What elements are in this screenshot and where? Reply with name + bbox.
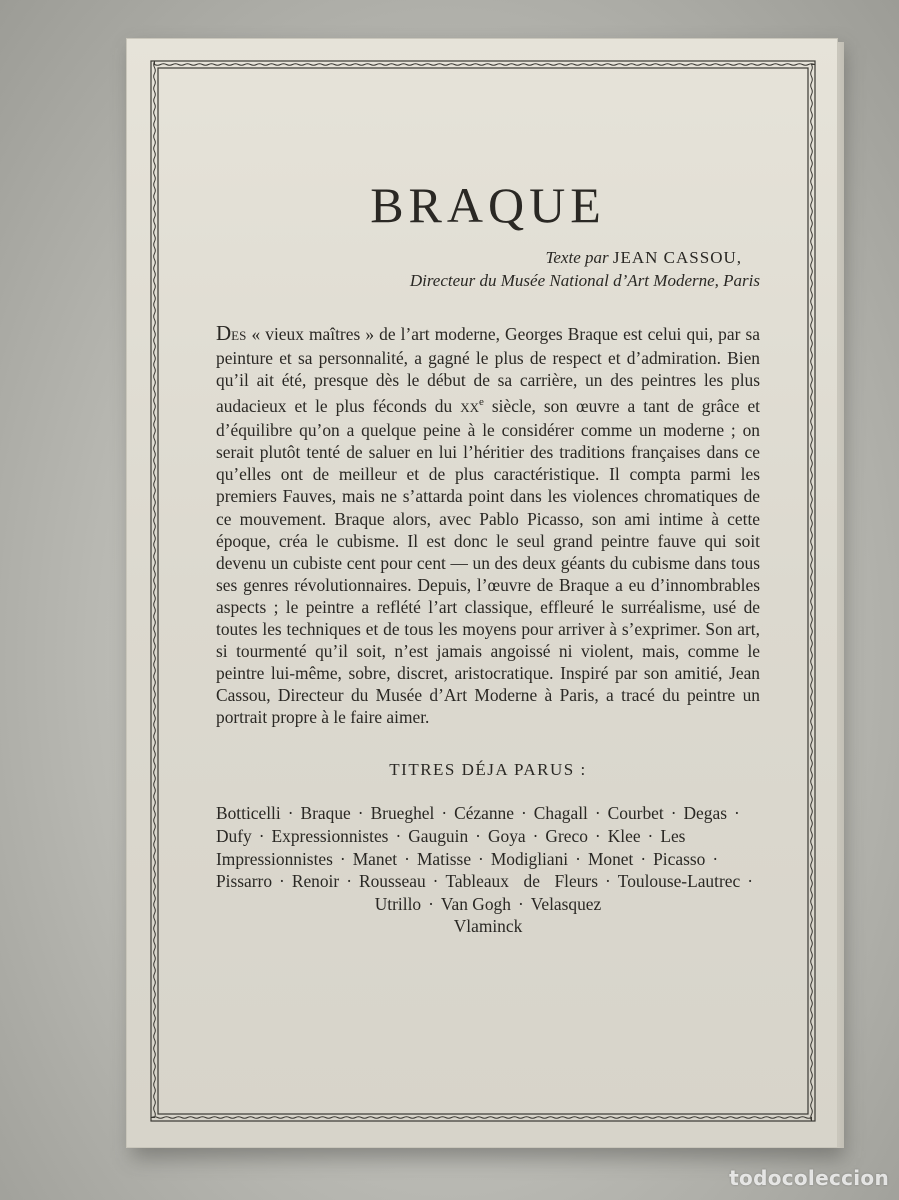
title-separator: · [357, 803, 364, 824]
title-separator: · [395, 826, 402, 847]
title-separator: · [404, 848, 410, 869]
title-separator: · [279, 871, 285, 892]
drop-cap: D [216, 321, 232, 345]
title-item: Velasquez [530, 893, 602, 914]
title-separator: · [594, 826, 601, 847]
title-separator: · [287, 803, 294, 824]
title-item: Matisse [416, 848, 472, 869]
title-separator: · [605, 871, 611, 892]
title-separator: · [712, 848, 719, 869]
title-separator: · [258, 826, 265, 847]
title-separator: · [478, 848, 484, 869]
title-separator: · [575, 848, 581, 869]
title-item: Cézanne [454, 803, 514, 824]
title-item: Gauguin [408, 826, 469, 847]
cover-text [150, 60, 816, 1122]
title-item: Picasso [653, 848, 706, 869]
author-name: JEAN CASSOU, [612, 248, 742, 267]
title-separator: · [594, 803, 601, 824]
title-item: Goya [487, 826, 526, 847]
title-separator: · [532, 826, 539, 847]
century-superscript: e [478, 396, 484, 409]
title-item: Courbet [607, 803, 664, 824]
century-numeral: XX [460, 400, 479, 416]
title-item: Botticelli [216, 803, 281, 824]
title-item: Toulouse-Lautrec [617, 871, 741, 892]
title-item: Van Gogh [440, 893, 511, 914]
title-separator: · [747, 871, 753, 892]
title-item: Modigliani [490, 848, 569, 869]
title-separator: · [517, 893, 524, 914]
title-item: Les Impressionnistes [216, 826, 686, 869]
title-separator: · [520, 803, 527, 824]
title-item: Monet [587, 848, 634, 869]
book-title: BRAQUE [370, 177, 606, 233]
title-item: Pissarro [216, 871, 273, 892]
title-separator: · [640, 848, 647, 869]
title-separator: · [670, 803, 677, 824]
blurb-paragraph [216, 322, 760, 728]
subtitle-prefix: Texte par [545, 248, 609, 267]
blurb-intro: « vieux maîtres » de l’art moderne, Georges Braque est celui qui, par sa peinture et sa personnalité, a gagné le plus de respect et d’admiration. Bien qu’il ait été, presque dès le début de sa carrière, un des peintres les plus audacieux et le plus féconds du [216, 324, 760, 417]
title-item: Brueghel [370, 803, 435, 824]
title-item: Braque [300, 803, 351, 824]
title-item: Renoir [291, 871, 340, 892]
title-item: Utrillo [374, 893, 422, 914]
title-separator: · [432, 871, 439, 892]
title-item: Klee [607, 826, 641, 847]
watermark: todocoleccion [729, 1166, 889, 1190]
author-credit [216, 246, 760, 292]
title-separator: · [441, 803, 448, 824]
author-role: Directeur du Musée National d’Art Moderne, Paris [409, 271, 760, 290]
title-item: Manet [352, 848, 398, 869]
title-separator: · [428, 893, 434, 914]
title-item: Rousseau [358, 871, 426, 892]
title-item: Degas [683, 803, 727, 824]
title-item: Expressionnistes [271, 826, 389, 847]
title-separator: · [733, 803, 740, 824]
title-item: Vlaminck [453, 916, 523, 937]
titles-list [216, 802, 760, 938]
title-separator: · [475, 826, 481, 847]
title-item: Chagall [533, 803, 588, 824]
small-caps: ES [231, 328, 247, 343]
title-separator: · [339, 848, 346, 869]
title-separator: · [346, 871, 352, 892]
title-item: Tableaux de Fleurs [445, 871, 598, 892]
titles-heading: TITRES DÉJA PARUS : [389, 760, 587, 780]
blurb-rest: siècle, son œuvre a tant de grâce et d’équilibre qu’on a quelque peine à le considérer comme un moderne ; on serait plutôt tenté de saluer en lui l’héritier des traditions françaises dans ce qu’elles ont de meilleur et de plus caractéristique. Il compta parmi les premiers Fauves, mais ne s’attarda point dans les violences chromatiques de ce mouvement. Braque alors, avec Pablo Picasso, son ami intime à cette époque, créa le cubisme. Il est donc le seul grand peintre fauve qui soit devenu un cubiste cent pour cent — un des deux géants du cubisme dans tous ses genres révolutionnaires. Depuis, l’œuvre de Braque a eu d’innombrables aspects ; le peintre a reflété l’art classique, effleuré le surréalisme, usé de toutes les techniques et de tous les moyens pour arriver à s’exprimer. Son art, si tourmenté qu’il soit, n’est jamais angoissé ni violent, mais, comme le peintre lui-même, sobre, discret, aristocratique. Inspiré par son amitié, Jean Cassou, Directeur du Musée d’Art Moderne à Paris, a tracé du peintre un portrait propre à le faire aimer. [216, 396, 760, 728]
title-item: Dufy [216, 826, 252, 847]
title-separator: · [647, 826, 654, 847]
title-item: Greco [545, 826, 588, 847]
